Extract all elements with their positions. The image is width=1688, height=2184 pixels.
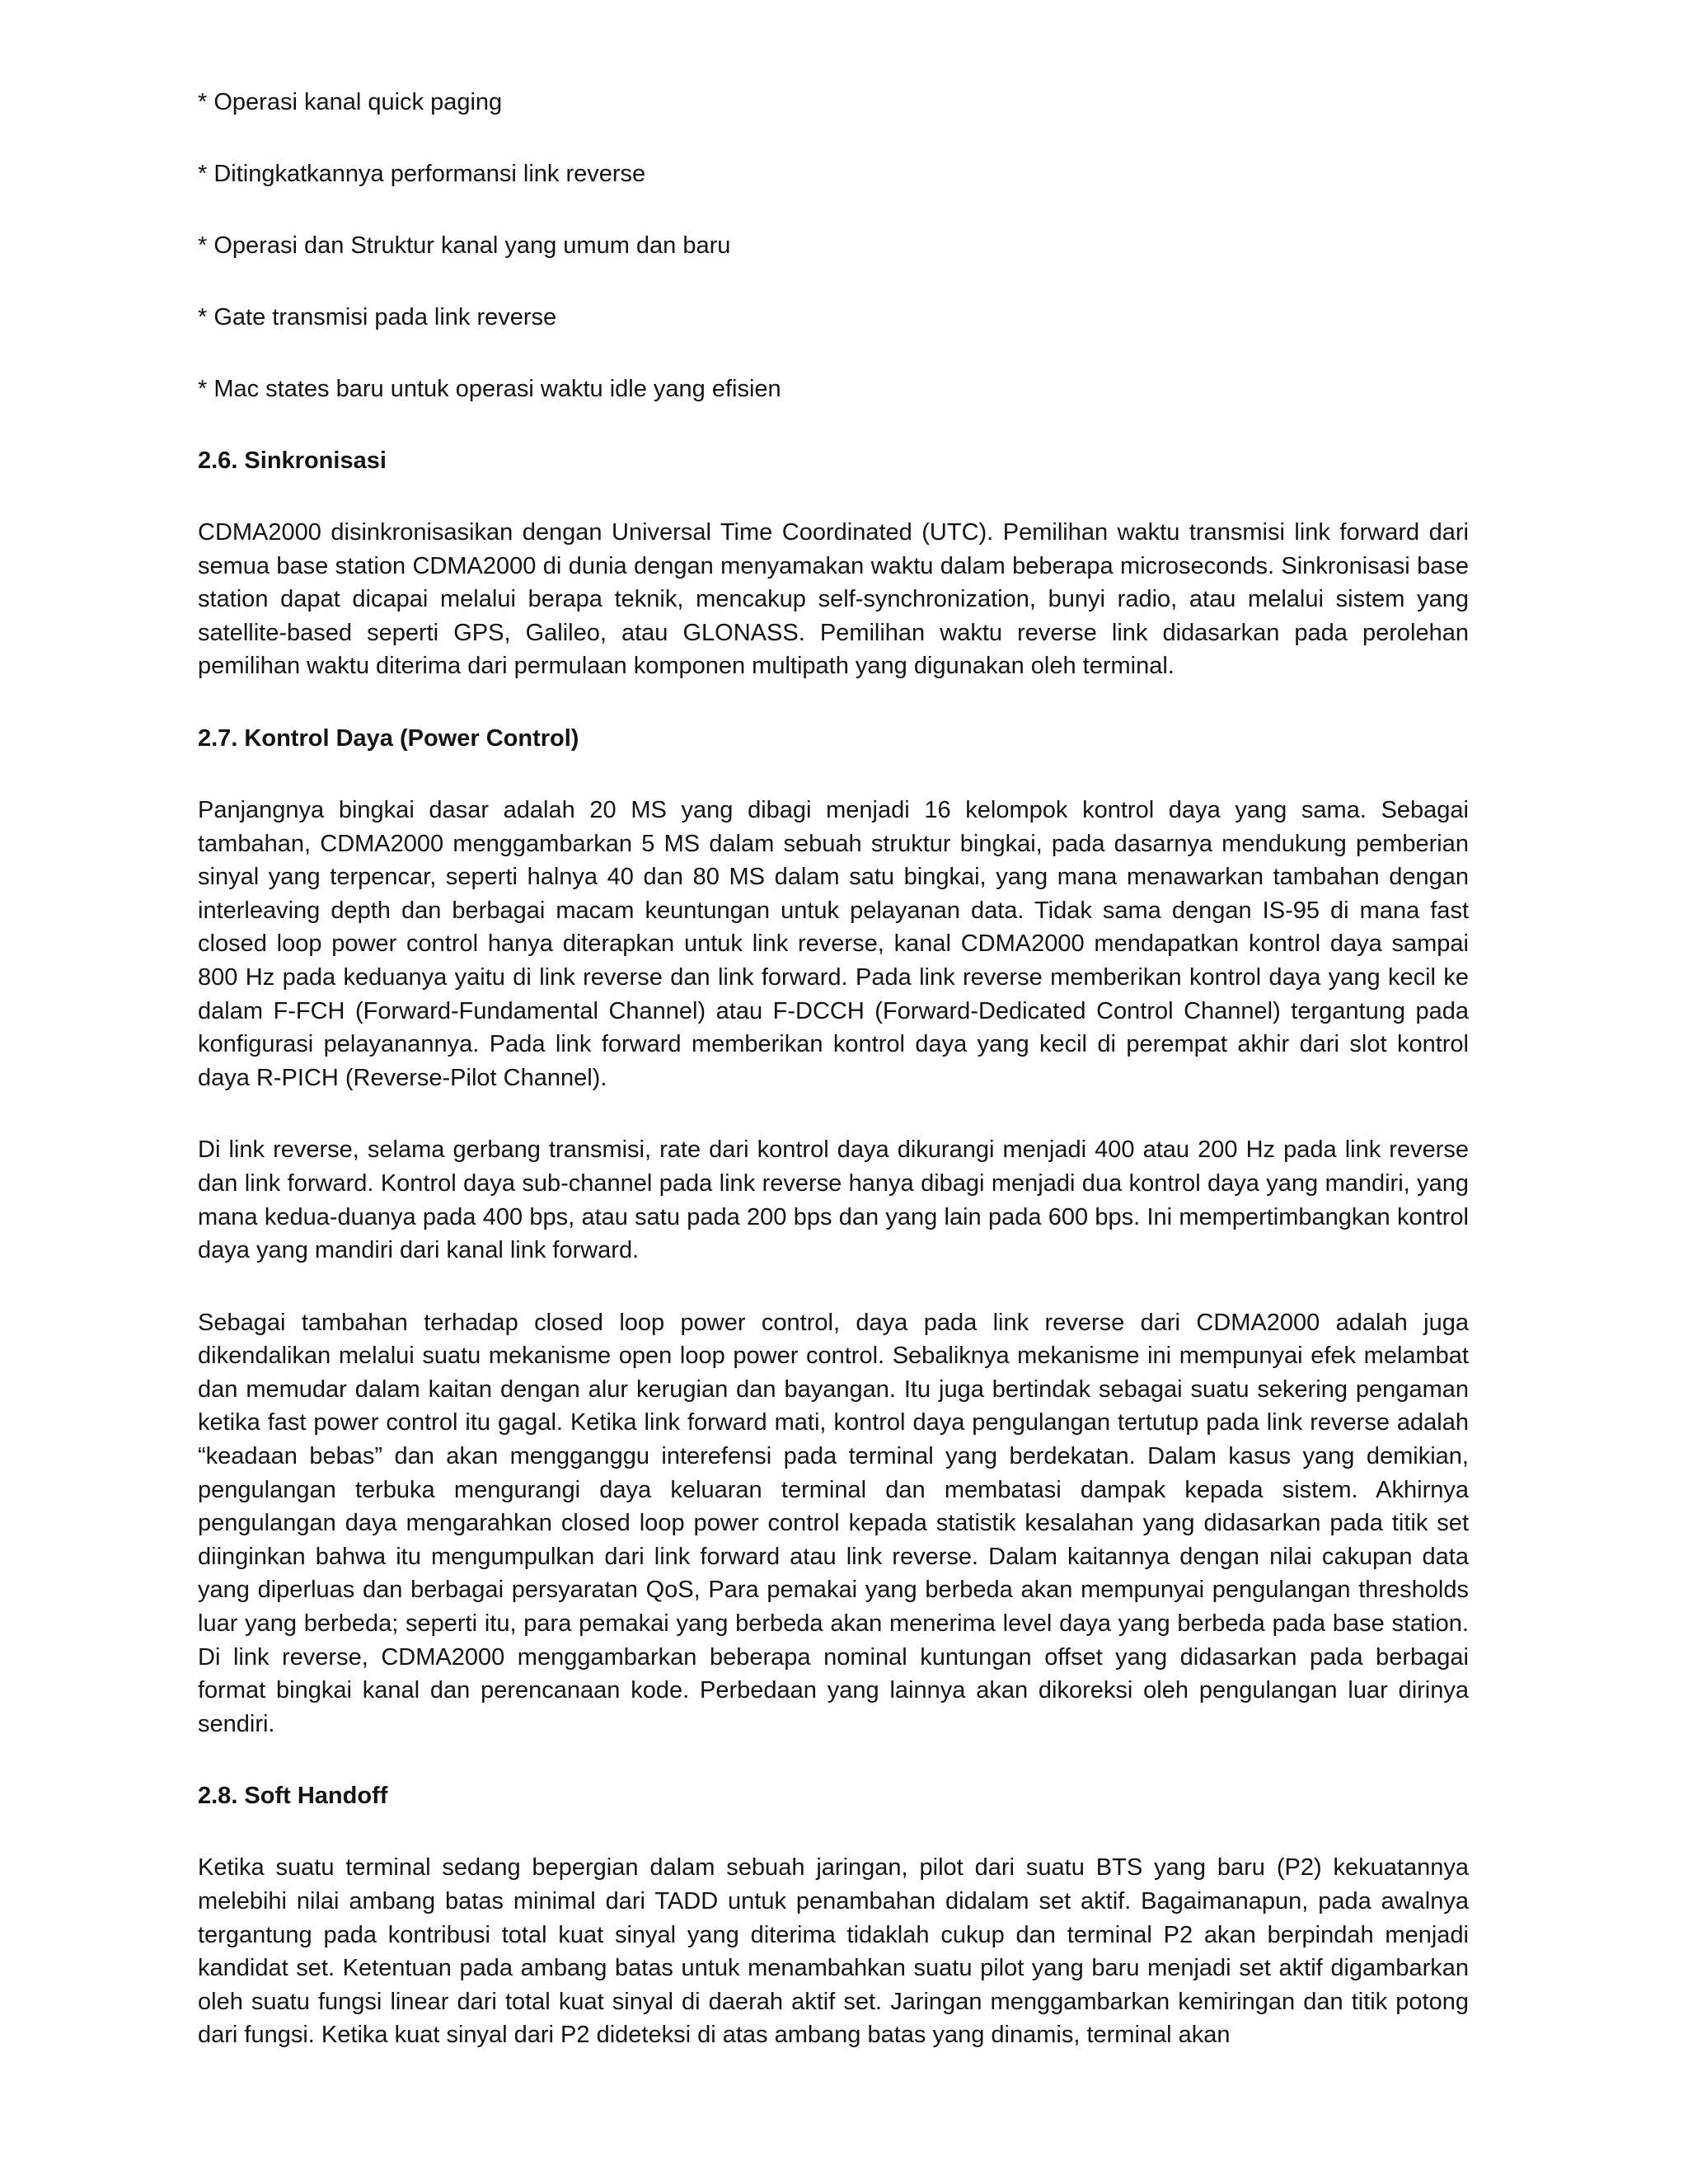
bullet-item: * Mac states baru untuk operasi waktu idle yang efisien [198, 376, 781, 402]
paragraph: Panjangnya bingkai dasar adalah 20 MS yang dibagi menjadi 16 kelompok kontrol daya yang sama. Sebagai tambahan, CDMA2000 menggambarkan 5 MS dalam sebuah struktur bingkai, pada dasarnya mendukung pemberian sinyal yang terpencar, seperti halnya 40 dan 80 MS dalam satu bingkai, yang mana menawarkan tambahan dengan interleaving depth dan berbagai macam keuntungan untuk pelayanan data. Tidak sama dengan IS-95 di mana fast closed loop power control hanya diterapkan untuk link reverse, kanal CDMA2000 mendapatkan kontrol daya sampai 800 Hz pada keduanya yaitu di link reverse dan link forward. Pada link reverse memberikan kontrol daya yang kecil ke dalam F-FCH (Forward-Fundamental Channel) atau F-DCCH (Forward-Dedicated Control Channel) tergantung pada konfigurasi pelayanannya. Pada link forward memberikan kontrol daya yang kecil di perempat akhir dari slot kontrol daya R-PICH (Reverse-Pilot Channel). [198, 796, 1469, 1091]
paragraph: Di link reverse, selama gerbang transmisi, rate dari kontrol daya dikurangi menjadi 400 atau 200 Hz pada link reverse dan link forward. Kontrol daya sub-channel pada link reverse hanya dibagi menjadi dua kontrol daya yang mandiri, yang mana kedua-duanya pada 400 bps, atau satu pada 200 bps dan yang lain pada 600 bps. Ini mempertimbangkan kontrol daya yang mandiri dari kanal link forward. [198, 1137, 1469, 1264]
paragraph: Sebagai tambahan terhadap closed loop power control, daya pada link reverse dari CDMA2000 adalah juga dikendalikan melalui suatu mekanisme open loop power control. Sebaliknya mekanisme ini mempunyai efek melambat dan memudar dalam kaitan dengan alur kerugian dan bayangan. Itu juga bertindak sebagai suatu sekering pengaman ketika fast power control itu gagal. Ketika link forward mati, kontrol daya pengulangan tertutup pada link reverse adalah “keadaan bebas” dan akan mengganggu interefensi pada terminal yang berdekatan. Dalam kasus yang demikian, pengulangan terbuka mengurangi daya keluaran terminal dan membatasi dampak kepada sistem. Akhirnya pengulangan daya mengarahkan closed loop power control kepada statistik kesalahan yang didasarkan pada titik set diinginkan bahwa itu mengumpulkan dari link forward atau link reverse. Dalam kaitannya dengan nilai cakupan data yang diperluas dan berbagai persyaratan QoS, Para pemakai yang berbeda akan mempunyai pengulangan thresholds luar yang berbeda; seperti itu, para pemakai yang berbeda akan menerima level daya yang berbeda pada base station. Di link reverse, CDMA2000 menggambarkan beberapa nominal kuntungan offset yang didasarkan pada berbagai format bingkai kanal dan perencanaan kode. Perbedaan yang lainnya akan dikoreksi oleh pengulangan luar dirinya sendiri. [198, 1309, 1469, 1737]
document-page [198, 86, 1469, 2091]
section-heading-soft-handoff: 2.8. Soft Handoff [198, 1783, 388, 1810]
section-heading-kontrol-daya: 2.7. Kontrol Daya (Power Control) [198, 724, 579, 752]
paragraph: CDMA2000 disinkronisasikan dengan Universal Time Coordinated (UTC). Pemilihan waktu transmisi link forward dari semua base station CDMA2000 di dunia dengan menyamakan waktu dalam beberapa microseconds. Sinkronisasi base station dapat dicapai melalui berapa teknik, mencakup self-synchronization, bunyi radio, atau melalui sistem yang satellite-based seperti GPS, Galileo, atau GLONASS. Pemilihan waktu reverse link didasarkan pada perolehan pemilihan waktu diterima dari permulaan komponen multipath yang digunakan oleh terminal. [198, 519, 1469, 680]
bullet-item: * Operasi kanal quick paging [198, 89, 503, 115]
paragraph: Ketika suatu terminal sedang bepergian dalam sebuah jaringan, pilot dari suatu BTS yang baru (P2) kekuatannya melebihi nilai ambang batas minimal dari TADD untuk penambahan didalam set aktif. Bagaimanapun, pada awalnya tergantung pada kontribusi total kuat sinyal yang diterima tidaklah cukup dan terminal P2 akan berpindah menjadi kandidat set. Ketentuan pada ambang batas untuk menambahkan suatu pilot yang baru menjadi set aktif digambarkan oleh suatu fungsi linear dari total kuat sinyal di daerah aktif set. Jaringan menggambarkan kemiringan dan titik potong dari fungsi. Ketika kuat sinyal dari P2 dideteksi di atas ambang batas yang dinamis, terminal akan [198, 1854, 1469, 2049]
bullet-item: * Operasi dan Struktur kanal yang umum dan baru [198, 232, 731, 259]
bullet-item: * Gate transmisi pada link reverse [198, 304, 557, 330]
bullet-item: * Ditingkatkannya performansi link reverse [198, 161, 646, 187]
section-heading-sinkronisasi: 2.6. Sinkronisasi [198, 448, 387, 474]
